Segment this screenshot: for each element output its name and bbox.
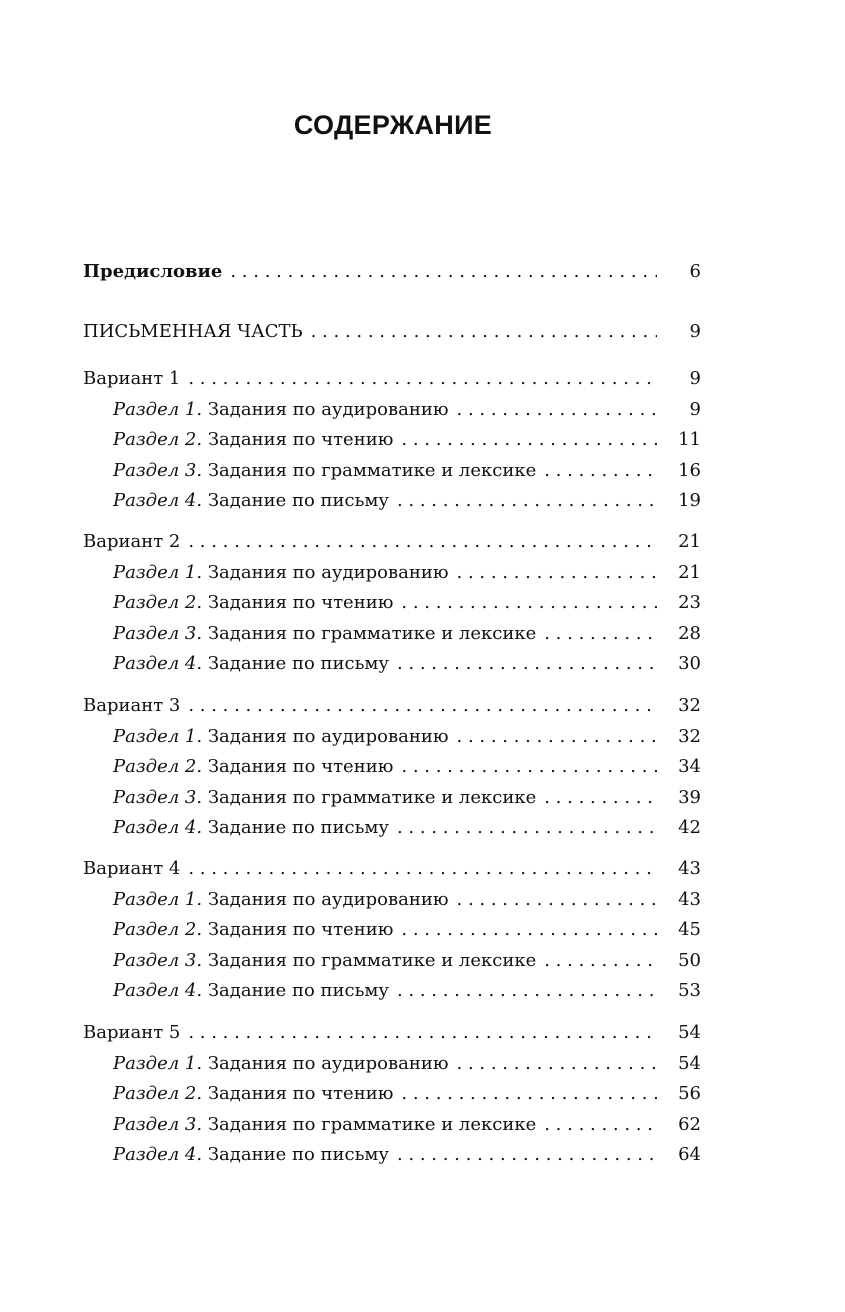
section-title: Задания по грамматике и лексике <box>207 459 537 481</box>
section-prefix: Раздел 3. <box>113 949 203 971</box>
section-prefix: Раздел 2. <box>113 592 203 613</box>
toc-entry-label <box>113 396 449 424</box>
section-title: Задания по аудированию <box>207 561 449 583</box>
dot-leader <box>544 1111 657 1139</box>
toc-entry-label <box>113 1141 389 1169</box>
toc-page-number: 23 <box>678 592 701 613</box>
dot-leader <box>457 1050 658 1078</box>
toc-entry-label <box>113 814 389 842</box>
toc-entry-label <box>113 1111 536 1139</box>
dot-leader <box>544 457 657 485</box>
dot-leader <box>311 318 657 346</box>
toc-entry-section-4-3[interactable] <box>113 947 701 975</box>
section-title: Задания по чтению <box>207 1083 394 1104</box>
toc-entry-variant-1[interactable] <box>83 365 701 393</box>
section-title: Задания по грамматике и лексике <box>207 786 537 808</box>
dot-leader <box>544 620 657 648</box>
toc-entry-section-5-1[interactable] <box>113 1050 701 1078</box>
toc-entry-section-2-3[interactable] <box>113 620 701 648</box>
toc-entry-section-2-1[interactable] <box>113 559 701 587</box>
dot-leader <box>188 528 657 556</box>
toc-page-number: 50 <box>678 949 701 971</box>
toc-page-number: 9 <box>689 368 701 389</box>
toc-entry-label <box>113 589 393 617</box>
dot-leader <box>401 1080 657 1108</box>
dot-leader <box>397 977 657 1005</box>
toc-page-number: 43 <box>678 858 701 879</box>
toc-entry-label <box>113 753 393 781</box>
toc-page-number: 32 <box>678 695 701 716</box>
toc-entry-written-part[interactable] <box>83 318 701 346</box>
toc-entry-section-4-4[interactable] <box>113 977 701 1005</box>
toc-entry-section-5-3[interactable] <box>113 1111 701 1139</box>
dot-leader <box>188 1019 657 1047</box>
section-prefix: Раздел 1. <box>113 888 203 910</box>
toc-entry-preface[interactable] <box>83 258 701 286</box>
toc-page-number: 16 <box>678 459 701 481</box>
toc-page-number: 45 <box>678 919 701 940</box>
toc-page-number: 54 <box>678 1052 701 1074</box>
section-title: Задание по письму <box>207 817 389 838</box>
section-title: Задания по грамматике и лексике <box>207 622 537 644</box>
toc-entry-label <box>113 886 449 914</box>
section-title: Задания по аудированию <box>207 1052 449 1074</box>
toc-entry-label <box>113 650 389 678</box>
dot-leader <box>457 396 658 424</box>
dot-leader <box>230 258 657 286</box>
toc-page-number: 53 <box>678 980 701 1001</box>
toc-page-number: 56 <box>678 1083 701 1104</box>
toc-entry-label <box>113 487 389 515</box>
toc-entry-variant-2[interactable] <box>83 528 701 556</box>
section-prefix: Раздел 3. <box>113 459 203 481</box>
dot-leader <box>544 784 657 812</box>
toc-page-number: 9 <box>689 398 701 420</box>
toc-entry-section-5-4[interactable] <box>113 1141 701 1169</box>
section-title: Задание по письму <box>207 490 389 511</box>
section-title: Задания по чтению <box>207 756 394 777</box>
toc-entry-section-2-2[interactable] <box>113 589 701 617</box>
toc-entry-variant-4[interactable] <box>83 855 701 883</box>
section-title: Задание по письму <box>207 653 389 674</box>
dot-leader <box>397 650 657 678</box>
dot-leader <box>401 426 657 454</box>
dot-leader <box>397 1141 657 1169</box>
toc-entry-section-1-4[interactable] <box>113 487 701 515</box>
section-prefix: Раздел 4. <box>113 1144 203 1165</box>
toc-page-number: 6 <box>689 261 701 282</box>
toc-page-number: 43 <box>678 888 701 910</box>
section-prefix: Раздел 3. <box>113 1113 203 1135</box>
section-prefix: Раздел 2. <box>113 756 203 777</box>
dot-leader <box>457 886 658 914</box>
toc-entry-label <box>113 457 536 485</box>
toc-entry-section-3-2[interactable] <box>113 753 701 781</box>
toc-entry-label <box>113 723 449 751</box>
dot-leader <box>397 487 657 515</box>
toc-page-number: 39 <box>678 786 701 808</box>
dot-leader <box>401 753 657 781</box>
section-title: Задания по чтению <box>207 592 394 613</box>
toc-entry-label <box>113 977 389 1005</box>
section-prefix: Раздел 3. <box>113 622 203 644</box>
toc-entry-section-1-1[interactable] <box>113 396 701 424</box>
section-prefix: Раздел 4. <box>113 653 203 674</box>
toc-entry-section-3-1[interactable] <box>113 723 701 751</box>
toc-page-number: 32 <box>678 725 701 747</box>
toc-page-number: 34 <box>678 756 701 777</box>
section-title: Задание по письму <box>207 1144 389 1165</box>
toc-page-number: 21 <box>678 531 701 552</box>
section-prefix: Раздел 4. <box>113 490 203 511</box>
section-prefix: Раздел 4. <box>113 980 203 1001</box>
toc-page-number: 9 <box>689 321 701 342</box>
toc-entry-section-4-1[interactable] <box>113 886 701 914</box>
toc-entry-label <box>113 620 536 648</box>
toc-page-number: 21 <box>678 561 701 583</box>
toc-page-number: 28 <box>678 622 701 644</box>
toc-page-number: 62 <box>678 1113 701 1135</box>
toc-entry-section-5-2[interactable] <box>113 1080 701 1108</box>
section-title: Задания по чтению <box>207 429 394 450</box>
toc-page-number: 30 <box>678 653 701 674</box>
dot-leader <box>188 855 657 883</box>
section-prefix: Раздел 2. <box>113 919 203 940</box>
toc-entry-variant-3[interactable] <box>83 692 701 720</box>
section-title: Задания по грамматике и лексике <box>207 949 537 971</box>
toc-entry-section-1-2[interactable] <box>113 426 701 454</box>
section-prefix: Раздел 1. <box>113 561 203 583</box>
toc-entry-label <box>113 916 393 944</box>
toc-entry-label <box>113 559 449 587</box>
section-prefix: Раздел 1. <box>113 1052 203 1074</box>
dot-leader <box>401 916 657 944</box>
section-title: Задания по грамматике и лексике <box>207 1113 537 1135</box>
dot-leader <box>188 692 657 720</box>
toc-entry-label: Вариант 4 <box>83 858 181 879</box>
section-prefix: Раздел 4. <box>113 817 203 838</box>
toc-entry-variant-5[interactable] <box>83 1019 701 1047</box>
section-prefix: Раздел 2. <box>113 429 203 450</box>
toc-entry-section-3-3[interactable] <box>113 784 701 812</box>
toc-entry-label <box>113 947 536 975</box>
toc-entry-label <box>113 1050 449 1078</box>
toc-page-number: 64 <box>678 1144 701 1165</box>
dot-leader <box>188 365 657 393</box>
toc-entry-section-3-4[interactable] <box>113 814 701 842</box>
toc-page-number: 19 <box>678 490 701 511</box>
section-prefix: Раздел 1. <box>113 725 203 747</box>
section-prefix: Раздел 1. <box>113 398 203 420</box>
toc-entry-label: Вариант 1 <box>83 368 181 389</box>
dot-leader <box>544 947 657 975</box>
section-title: Задания по аудированию <box>207 888 449 910</box>
dot-leader <box>457 559 658 587</box>
toc-entry-label: Вариант 3 <box>83 695 181 716</box>
toc-entry-label <box>113 784 536 812</box>
toc-page-number: 54 <box>678 1022 701 1043</box>
section-title: Задания по аудированию <box>207 398 449 420</box>
toc-entry-label: Вариант 5 <box>83 1022 181 1043</box>
toc-entry-label <box>113 426 393 454</box>
dot-leader <box>397 814 657 842</box>
toc-entry-section-4-2[interactable] <box>113 916 701 944</box>
toc-entry-label: ПИСЬМЕННАЯ ЧАСТЬ <box>83 321 303 342</box>
page-title: СОДЕРЖАНИЕ <box>293 110 493 140</box>
toc-page-number: 42 <box>678 817 701 838</box>
toc-page-number: 11 <box>678 429 701 450</box>
section-title: Задания по чтению <box>207 919 394 940</box>
section-prefix: Раздел 2. <box>113 1083 203 1104</box>
toc-entry-label: Предисловие <box>83 261 223 282</box>
toc-entry-section-1-3[interactable] <box>113 457 701 485</box>
section-title: Задания по аудированию <box>207 725 449 747</box>
toc-entry-label <box>113 1080 393 1108</box>
section-prefix: Раздел 3. <box>113 786 203 808</box>
toc-entry-section-2-4[interactable] <box>113 650 701 678</box>
section-title: Задание по письму <box>207 980 389 1001</box>
dot-leader <box>457 723 658 751</box>
dot-leader <box>401 589 657 617</box>
toc-entry-label: Вариант 2 <box>83 531 181 552</box>
